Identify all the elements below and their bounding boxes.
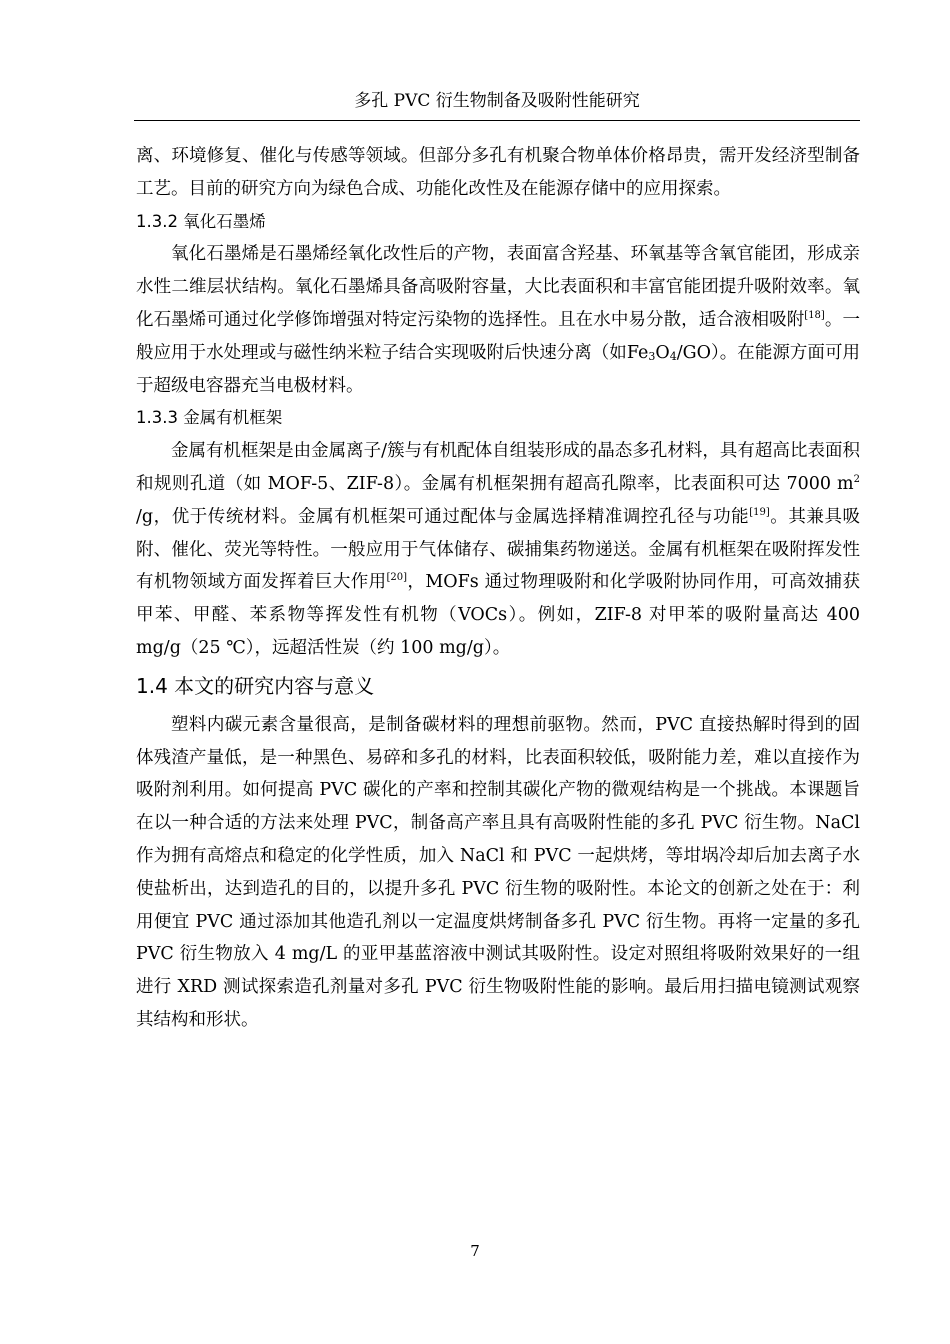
text-run: 金属有机框架是由金属离子/簇与有机配体自组装形成的晶态多孔材料，具有超高比表面积和规则孔道（如 MOF-5、ZIF-8）。金属有机框架拥有超高孔隙率，比表面积可达 7000 m	[136, 441, 860, 494]
header-rule	[134, 120, 860, 121]
citation-ref-20: [20]	[386, 572, 408, 584]
superscript-2: 2	[853, 473, 860, 485]
paragraph-research-content: 塑料内碳元素含量很高，是制备碳材料的理想前驱物。然而，PVC 直接热解时得到的固体残渣产量低，是一种黑色、易碎和多孔的材料，比表面积较低，吸附能力差，难以直接作为吸附剂利用。如何提高 PVC 碳化的产率和控制其碳化产物的微观结构是一个挑战。本课题旨在以一种合适的方法来处理 PVC，制备高产率且具有高吸附性能的多孔 PVC 衍生物。NaCl 作为拥有高熔点和稳定的化学性质，加入 NaCl 和 PVC 一起烘烤，等坩埚冷却后加去离子水使盐析出，达到造孔的目的，以提升多孔 PVC 衍生物的吸附性。本论文的创新之处在于：利用便宜 PVC 通过添加其他造孔剂以一定温度烘烤制备多孔 PVC 衍生物。再将一定量的多孔 PVC 衍生物放入 4 mg/L 的亚甲基蓝溶液中测试其吸附性。设定对照组将吸附效果好的一组进行 XRD 测试探索造孔剂量对多孔 PVC 衍生物吸附性能的影响。最后用扫描电镜测试观察其结构和形状。	[136, 714, 860, 1030]
section-heading-1-4: 1.4 本文的研究内容与意义	[136, 673, 375, 698]
text-run: 氧化石墨烯是石墨烯经氧化改性后的产物，表面富含羟基、环氧基等含氧官能团，形成亲水性二维层状结构。氧化石墨烯具备高吸附容量，大比表面积和丰富官能团提升吸附效率。氧化石墨烯可通过化学修饰增强对特定污染物的选择性。且在水中易分散，适合液相吸附	[136, 244, 860, 330]
page-body	[136, 140, 860, 1037]
paragraph-graphene-oxide	[136, 238, 860, 402]
text-run: /GO）。在能源方面可用于超级电容器充当电极材料。	[136, 342, 860, 396]
text-run: ，MOFs 通过物理吸附和化学吸附协同作用，可高效捕获甲苯、甲醛、苯系物等挥发性有机物（VOCs）。例如，ZIF-8 对甲苯的吸附量高达 400 mg/g（25 ℃），远超活性炭（约 100 mg/g）。	[136, 572, 861, 658]
page-number: 7	[470, 1242, 480, 1260]
text-run: 。一般应用于水处理或与磁性纳米粒子结合实现吸附后快速分离（如Fe	[136, 309, 861, 363]
text-run: O	[655, 342, 670, 363]
subscript-4: 4	[669, 349, 677, 363]
paragraph-mof	[136, 435, 860, 665]
subscript-3: 3	[648, 349, 656, 363]
text-run: /g，优于传统材料。金属有机框架可通过配体与金属选择精准调控孔径与功能	[136, 506, 750, 527]
citation-ref-18: [18]	[804, 309, 825, 321]
section-heading-1-3-3: 1.3.3 金属有机框架	[136, 408, 283, 428]
running-header: 多孔 PVC 衍生物制备及吸附性能研究	[354, 91, 640, 111]
paragraph-continuation: 离、环境修复、催化与传感等领域。但部分多孔有机聚合物单体价格昂贵，需开发经济型制备工艺。目前的研究方向为绿色合成、功能化改性及在能源存储中的应用探索。	[136, 146, 860, 199]
section-heading-1-3-2: 1.3.2 氧化石墨烯	[136, 211, 266, 231]
text-run: 。其兼具吸附、催化、荧光等特性。一般应用于气体储存、碳捕集药物递送。金属有机框架在吸附挥发性有机物领域方面发挥着巨大作用	[136, 506, 860, 593]
citation-ref-19: [19]	[749, 506, 770, 518]
